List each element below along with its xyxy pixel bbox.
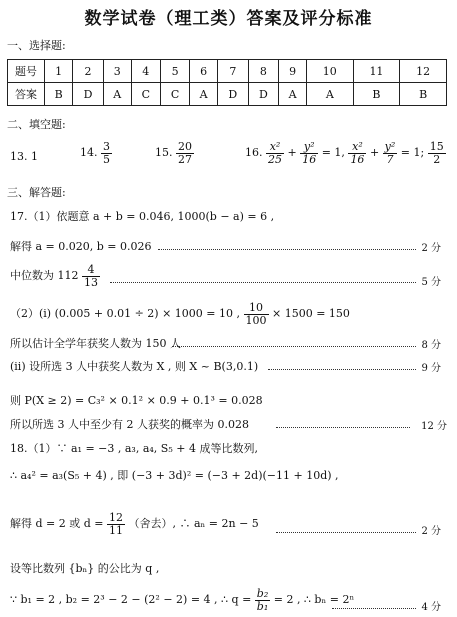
- numerator: 10: [244, 302, 269, 315]
- numerator: b₂: [256, 587, 269, 600]
- table-cell: C: [160, 83, 189, 106]
- plus-sign: +: [369, 146, 380, 160]
- dot-leader: [332, 608, 416, 609]
- solution-line: [10, 588, 354, 612]
- solution-line: 设等比数列 {bₙ} 的公比为 q ,: [10, 562, 160, 575]
- equation-sep: = 1;: [400, 146, 425, 160]
- table-header-cell: 答案: [8, 83, 45, 106]
- numerator: 15: [429, 140, 444, 153]
- table-cell: D: [248, 83, 279, 106]
- numerator: 12: [109, 511, 123, 524]
- solve-text: （舍去）, ∴ aₙ = 2n − 5: [128, 517, 259, 531]
- solution-line: 18.（1）∵ a₁ = −3 , a₃, a₄, S₅ + 4 成等比数列,: [10, 442, 258, 455]
- solution-line: 所以估计全学年获奖人数为 150 人: [10, 337, 181, 350]
- table-cell: 8: [248, 60, 279, 83]
- table-row: [8, 83, 447, 106]
- solution-line: ∴ a₄² = a₃(S₅ + 4) , 即 (−3 + 3d)² = (−3 + 2d)(−11 + 10d) ,: [10, 469, 339, 482]
- fraction: [82, 264, 100, 288]
- answer-15: [155, 141, 194, 165]
- table-cell: 5: [160, 60, 189, 83]
- denominator: 13: [84, 275, 98, 289]
- score-label: 8 分: [421, 340, 441, 351]
- solution-line: [10, 512, 259, 536]
- denominator: 2: [433, 152, 441, 166]
- table-header-cell: 题号: [8, 60, 45, 83]
- fraction: [300, 141, 318, 165]
- score-label: 5 分: [421, 277, 441, 288]
- score-label: 2 分: [421, 243, 441, 254]
- denominator: 7: [386, 152, 394, 166]
- table-cell: A: [279, 83, 307, 106]
- table-cell: 4: [131, 60, 160, 83]
- fraction: [107, 512, 125, 536]
- denominator: 16: [350, 152, 365, 166]
- fraction: [255, 588, 270, 612]
- table-cell: B: [353, 83, 400, 106]
- dot-leader: [158, 249, 416, 250]
- solution-line: 所以所选 3 人中至少有 2 人获奖的概率为 0.028: [10, 418, 249, 431]
- fraction: [383, 141, 398, 165]
- solution-line: [10, 302, 350, 326]
- denominator: 100: [245, 313, 267, 327]
- numerator: x²: [348, 141, 366, 154]
- solution-line: 17.（1）依题意 a + b = 0.046, 1000(b − a) = 6 ,: [10, 210, 275, 223]
- calc-text: × 1500 = 150: [272, 307, 350, 321]
- dot-leader: [276, 532, 416, 533]
- fraction: [266, 141, 284, 165]
- table-cell: B: [400, 83, 447, 106]
- solution-line: [10, 264, 100, 288]
- score-label: 2 分: [421, 526, 441, 537]
- solution-line: 则 P(X ≥ 2) = C₃² × 0.1² × 0.9 + 0.1³ = 0.028: [10, 394, 263, 407]
- table-cell: D: [218, 83, 249, 106]
- question-number: 15.: [155, 146, 173, 160]
- fraction: [348, 141, 366, 165]
- table-cell: A: [306, 83, 353, 106]
- solution-line: 解得 a = 0.020, b = 0.026: [10, 240, 152, 253]
- table-cell: B: [45, 83, 73, 106]
- fraction: [244, 302, 269, 326]
- table-cell: A: [103, 83, 131, 106]
- section-fill-heading: 二、填空题:: [7, 118, 66, 131]
- numerator: y²: [300, 141, 318, 154]
- median-text: 中位数为 112: [10, 269, 79, 283]
- table-cell: 3: [103, 60, 131, 83]
- table-cell: 2: [73, 60, 104, 83]
- denominator: 27: [178, 152, 192, 166]
- answer-16: [245, 141, 446, 165]
- fraction: [101, 141, 112, 165]
- answer-13: 13. 1: [10, 150, 38, 163]
- denominator: 11: [109, 523, 123, 537]
- score-label: 12 分: [421, 421, 447, 432]
- table-cell: A: [190, 83, 218, 106]
- score-label: 4 分: [421, 602, 441, 613]
- numerator: 4: [82, 264, 100, 277]
- score-label: 9 分: [421, 363, 441, 374]
- denominator: 5: [103, 152, 110, 166]
- question-number: 16.: [245, 146, 263, 160]
- table-cell: 6: [190, 60, 218, 83]
- calc-text: （2）(i) (0.005 + 0.01 ÷ 2) × 1000 = 10 ,: [10, 307, 240, 321]
- equation-sep: = 1,: [321, 146, 345, 160]
- denominator: b₁: [256, 599, 269, 613]
- denominator: 16: [302, 152, 317, 166]
- numerator: y²: [384, 140, 396, 153]
- table-cell: 10: [306, 60, 353, 83]
- table-cell: 9: [279, 60, 307, 83]
- denominator: 25: [268, 152, 282, 166]
- table-row: [8, 60, 447, 83]
- numerator: x²: [266, 141, 284, 154]
- plus-sign: +: [287, 146, 297, 160]
- numerator: 20: [178, 140, 192, 153]
- question-number: 14.: [80, 146, 98, 160]
- table-cell: 1: [45, 60, 73, 83]
- table-cell: C: [131, 83, 160, 106]
- table-cell: 7: [218, 60, 249, 83]
- solve-text: 解得 d = 2 或 d =: [10, 517, 104, 531]
- answer-14: [80, 141, 112, 165]
- numerator: 3: [103, 140, 110, 153]
- table-cell: D: [73, 83, 104, 106]
- answer-table: [7, 59, 447, 106]
- section-choice-heading: 一、选择题:: [7, 39, 66, 52]
- ratio-text: = 2 , ∴ bₙ = 2ⁿ: [273, 593, 355, 607]
- dot-leader: [172, 346, 416, 347]
- dot-leader: [268, 369, 416, 370]
- fraction: [176, 141, 194, 165]
- fraction: [428, 141, 446, 165]
- dot-leader: [110, 282, 416, 283]
- dot-leader: [276, 427, 410, 428]
- section-solve-heading: 三、解答题:: [7, 186, 66, 199]
- solution-line: (ii) 设所选 3 人中获奖人数为 X , 则 X ~ B(3,0.1): [10, 360, 259, 373]
- table-cell: 12: [400, 60, 447, 83]
- ratio-text: ∵ b₁ = 2 , b₂ = 2³ − 2 − (2² − 2) = 4 , ∴ q =: [10, 593, 252, 607]
- page-title: 数学试卷（理工类）答案及评分标准: [84, 9, 373, 29]
- table-cell: 11: [353, 60, 400, 83]
